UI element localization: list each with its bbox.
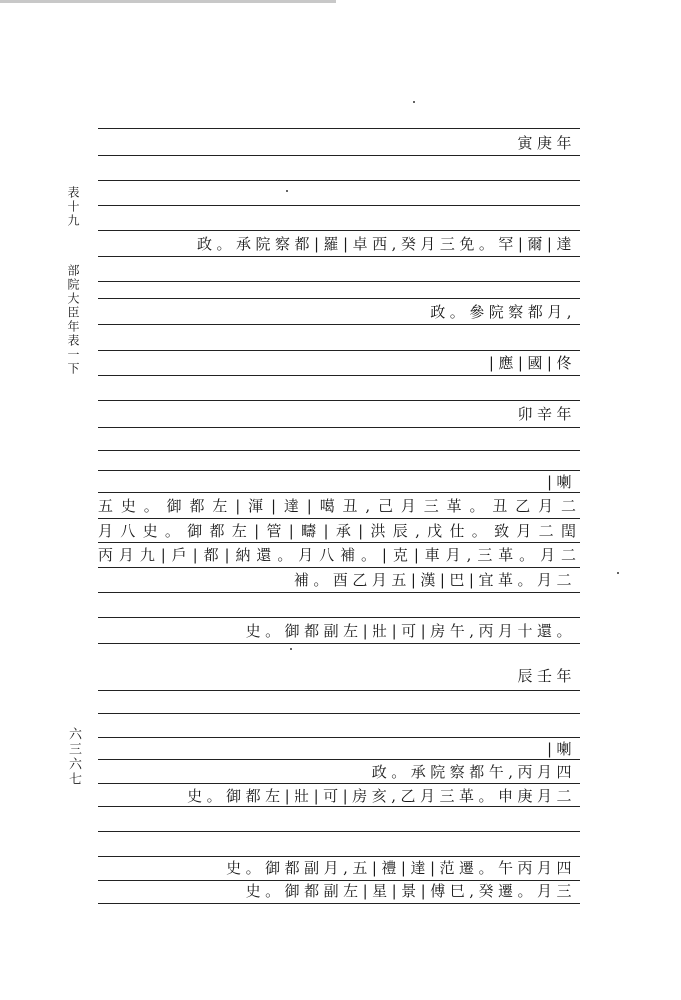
rule-line: [98, 324, 580, 325]
page-number: 六三六七: [66, 727, 81, 787]
year-heading: 卯辛年: [517, 405, 576, 423]
year-heading: 寅庚年: [517, 134, 576, 152]
rule-line: [98, 128, 580, 129]
speck: [286, 190, 288, 192]
rule-line: [98, 400, 580, 401]
rule-line: [98, 690, 580, 691]
section-label: 部院大臣年表一下: [66, 264, 80, 376]
record-line: 政。承院察都|羅|卓西,癸月三免。罕|爾|達: [197, 235, 576, 253]
rule-line: [98, 903, 580, 904]
rule-line: [98, 592, 580, 593]
rule-line: [98, 180, 580, 181]
rule-line: [98, 256, 580, 257]
rule-line: [98, 281, 580, 282]
record-line: 政。承院察都午,丙月四: [371, 763, 576, 781]
scan-edge: [0, 0, 336, 3]
rule-line: [98, 643, 580, 644]
speck: [413, 101, 415, 103]
record-line: 史。御都副左|壯|可|房午,丙月十還。: [245, 622, 576, 640]
rule-line: [98, 298, 580, 299]
year-heading: 辰壬年: [517, 667, 576, 685]
speck: [617, 572, 619, 574]
record-line: 補。酉乙月五|漢|巴|宜革。月二: [293, 571, 576, 589]
record-line: 史。御都副左|星|景|傅巳,癸遷。月三: [245, 882, 576, 900]
rule-line: [98, 617, 580, 618]
record-line: 五史。御都左|渾|達|噶丑,己月三革。丑乙月二: [98, 497, 576, 515]
record-line: |喇: [546, 740, 576, 758]
record-line: 政。參院察都月,: [430, 303, 576, 321]
rule-line: [98, 230, 580, 231]
record-line: |應|國|佟: [488, 354, 576, 372]
speck: [290, 648, 292, 650]
record-line: 月八史。御都左|管|疇|承|洪辰,戊仕。致月二閏: [98, 522, 576, 540]
volume-label: 表十九: [66, 186, 80, 228]
rule-line: [98, 205, 580, 206]
record-line: 史。御都副月,五|禮|達|范遷。午丙月四: [226, 859, 576, 877]
rule-line: [98, 831, 580, 832]
rule-line: [98, 450, 580, 451]
rule-line: [98, 427, 580, 428]
rule-line: [98, 375, 580, 376]
record-line: |喇: [546, 473, 576, 491]
rule-line: [98, 713, 580, 714]
rule-line: [98, 155, 580, 156]
record-line: 史。御都左|壯|可|房亥,乙月三革。申庚月二: [187, 787, 576, 805]
record-line: 丙月九|戶|都|納還。月八補。|克|車月,三革。月二: [98, 546, 576, 564]
